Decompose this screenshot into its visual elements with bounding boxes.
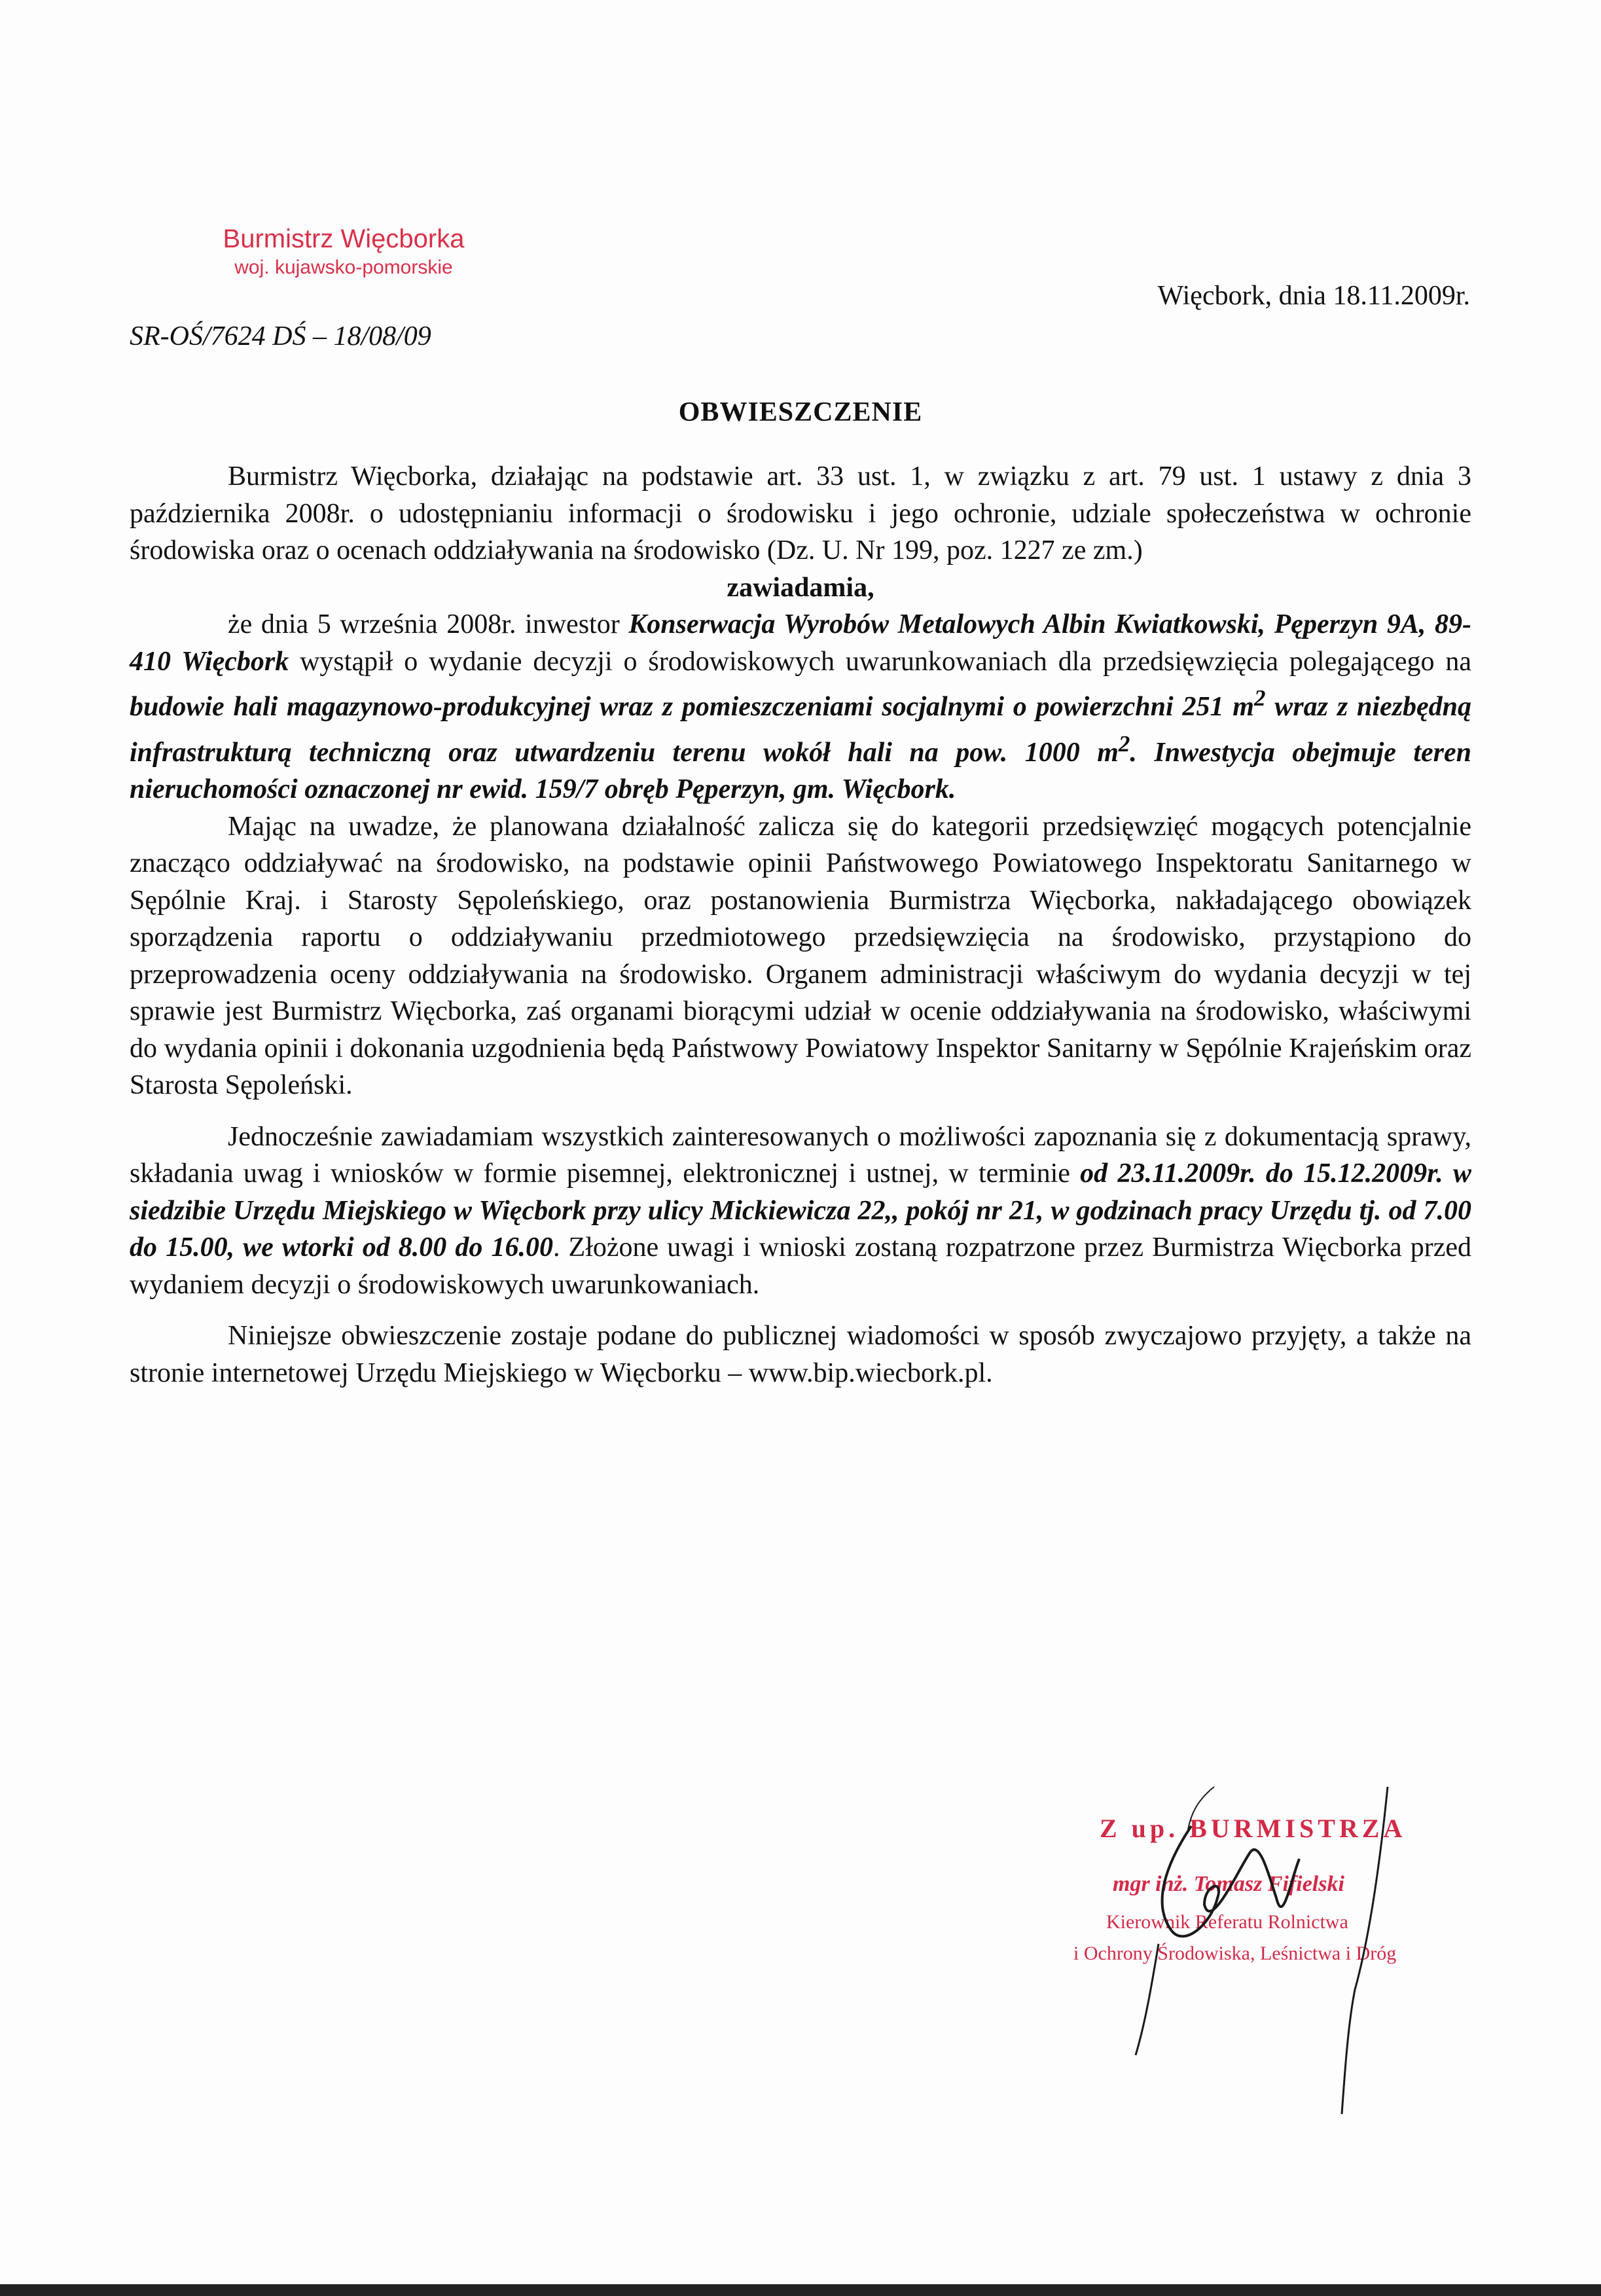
stamp-line-3: Kierownik Referatu Rolnictwa: [1106, 1911, 1348, 1933]
notice-word: zawiadamia,: [727, 572, 874, 603]
paragraph-consultation: Jednocześnie zawiadamiam wszystkich zainteresowanych o możliwości zapoznania się z dokumentacją sprawy, składania uwag i wniosków w formie pisemnej, elektronicznej i ustnej, w terminie od 23.11.2009r. do 15.12.2009r. w siedzibie Urzędu Miejskiego w Więcbork przy ulicy Mickiewicza 22,, pokój nr 21, w godzinach pracy Urzędu tj. od 7.00 do 15.00, we wtorki od 8.00 do 16.00. Złożone uwagi i wnioski zostaną rozpatrzone przez Burmistrza Więcborka przed wydaniem decyzji o środowiskowych uwarunkowaniach.: [130, 1121, 1471, 1300]
paragraph-legal-basis: Burmistrz Więcborka, działając na podstawie art. 33 ust. 1, w związku z art. 79 ust. 1 ustawy z dnia 3 października 2008r. o udostępnianiu informacji o środowisku i jego ochronie, udziale społeczeństwa w ochronie środowiska oraz o ocenach oddziaływania na środowisko (Dz. U. Nr 199, poz. 1227 ze zm.): [130, 461, 1471, 565]
document-body: [130, 458, 1471, 1391]
stamp-line-2: mgr inż. Tomasz Fifielski: [1113, 1872, 1344, 1896]
handwritten-signature: [1073, 1774, 1479, 2140]
issuer-region: woj. kujawsko-pomorskie: [234, 257, 453, 278]
place-and-date: Więcbork, dnia 18.11.2009r.: [1157, 281, 1470, 311]
stamp-line-1: Z up. BURMISTRZA: [1100, 1814, 1407, 1843]
issuer-header: [173, 223, 514, 280]
signature-block: [1073, 1774, 1479, 2140]
reference-number: SR-OŚ/7624 DŚ – 18/08/09: [130, 321, 431, 351]
stamp-line-4: i Ochrony Środowiska, Leśnictwa i Dróg: [1073, 1943, 1397, 1964]
issuer-name: Burmistrz Więcborka: [223, 224, 465, 253]
paragraph-publication: Niniejsze obwieszczenie zostaje podane do publicznej wiadomości w sposób zwyczajowo przyjęty, a także na stronie internetowej Urzędu Miejskiego w Więcborku – www.bip.wiecbork.pl.: [130, 1321, 1471, 1388]
paragraph-assessment: Mając na uwadze, że planowana działalność zalicza się do kategorii przedsięwzięć mogących potencjalnie znacząco oddziaływać na środowisko, na podstawie opinii Państwowego Powiatowego Inspektoratu Sanitarnego w Sępólnie Kraj. i Starosty Sępoleńskiego, oraz postanowienia Burmistrza Więcborka, nakładającego obowiązek sporządzenia raportu o oddziaływaniu przedmiotowego przedsięwzięcia na środowisko, przystąpiono do przeprowadzenia oceny oddziaływania na środowisko. Organem administracji właściwym do wydania decyzji w tej sprawie jest Burmistrz Więcborka, zaś organami biorącymi udział w ocenie oddziaływania na środowisko, właściwymi do wydania opinii i dokonania uzgodnienia będą Państwowy Powiatowy Inspektor Sanitarny w Sępólnie Krajeńskim oraz Starosta Sępoleński.: [130, 811, 1471, 1100]
scan-edge: [0, 2284, 1601, 2296]
document-title: OBWIESZCZENIE: [678, 397, 923, 427]
paragraph-investor: że dnia 5 września 2008r. inwestor Konserwacja Wyrobów Metalowych Albin Kwiatkowski, Pęperzyn 9A, 89-410 Więcbork wystąpił o wydanie decyzji o środowiskowych uwarunkowaniach dla przedsięwzięcia polegającego na budowie hali magazynowo-produkcyjnej wraz z pomieszczeniami socjalnymi o powierzchni 251 $m^2$ wraz z niezbędną infrastrukturą techniczną oraz utwardzeniu terenu wokół hali na pow. 1000 $m^2$. Inwestycja obejmuje teren nieruchomości oznaczonej nr ewid. 159/7 obręb Pęperzyn, gm. Więcbork.: [130, 609, 1472, 804]
